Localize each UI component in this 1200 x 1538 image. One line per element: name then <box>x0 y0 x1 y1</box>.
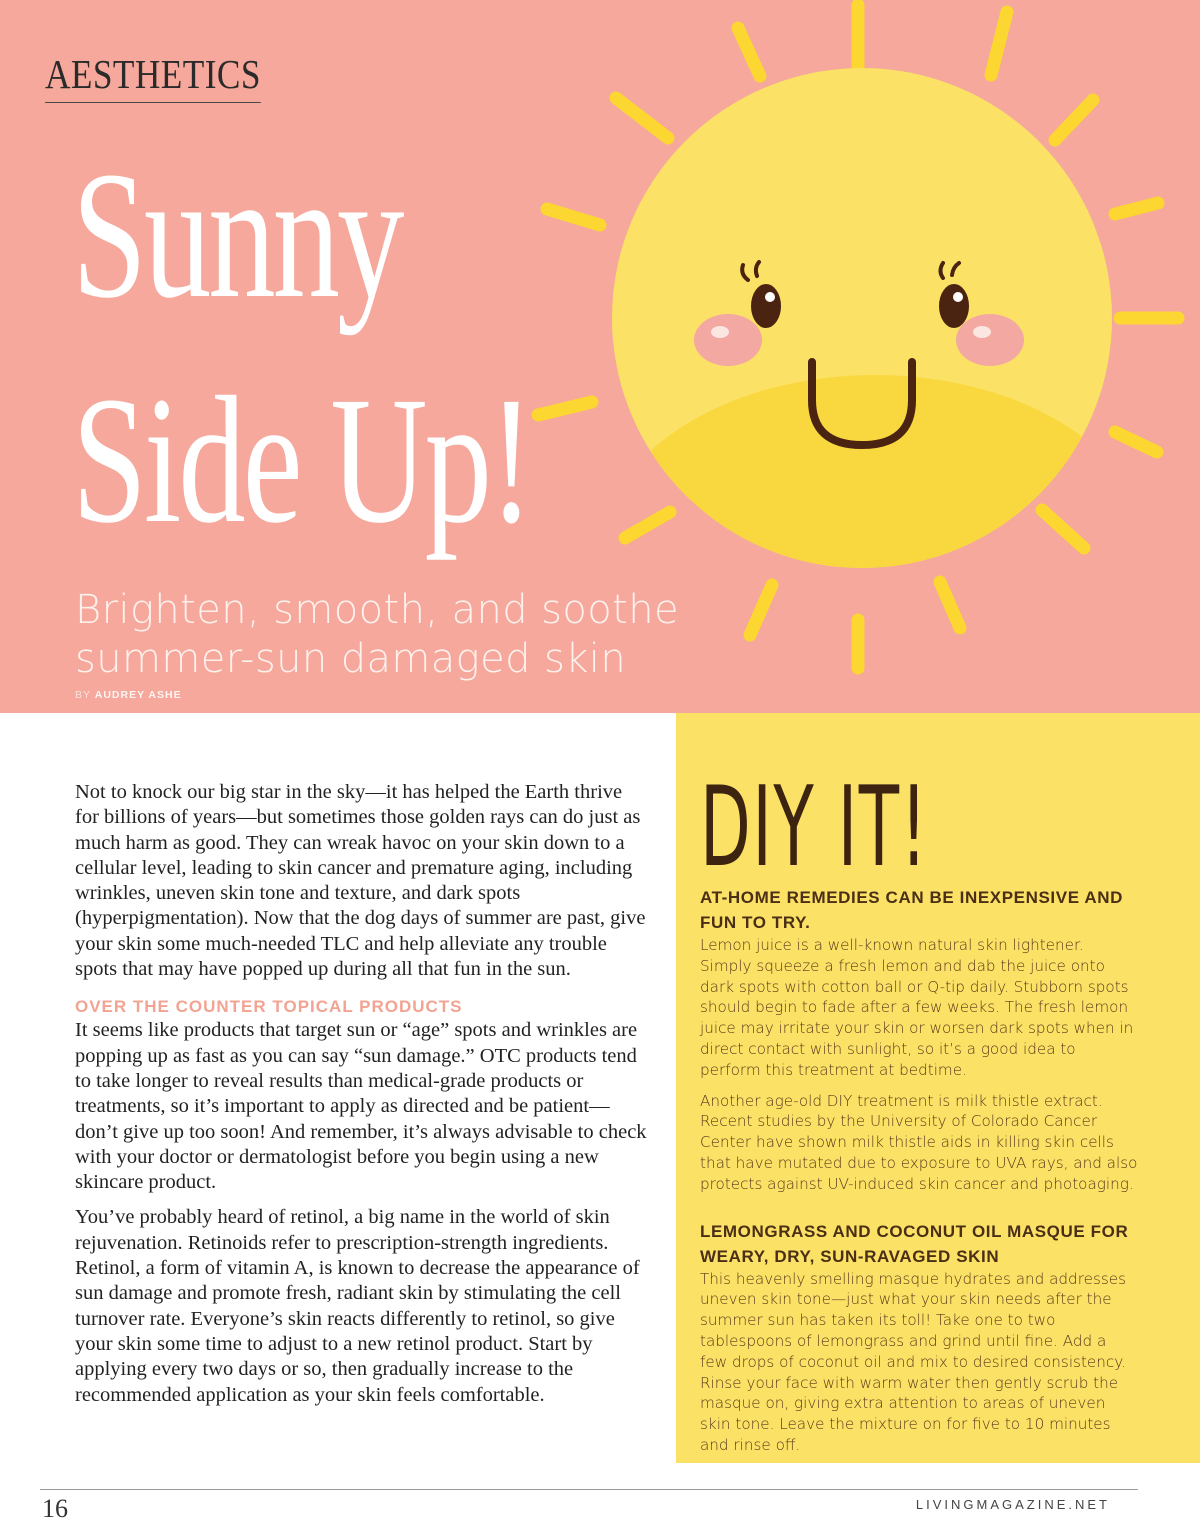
sidebar-text-1: Lemon juice is a well-known natural skin lightener. Simply squeeze a fresh lemon and dab the juice onto dark spots with cotton ball or Q-tip daily. Stubborn spots should begin to fade after a few weeks. The fresh lemon juice may irritate your skin or worsen dark spots when in direct contact with sunlight, so it’s a good idea to perform this treatment at bedtime. <box>700 936 1134 1079</box>
subtitle: Brighten, smooth, and soothe summer-sun damaged skin <box>75 587 679 682</box>
left-cheek <box>694 314 762 366</box>
sidebar-text-3: This heavenly smelling masque hydrates and addresses uneven skin tone—just what your skin needs after the summer sun has taken its toll! Take one to two tablespoons of lemongrass and grind until fine. Add a few drops of coconut oil and mix to desired consistency. Rinse your face with warm water then gently scrub the masque on, giving extra attention to areas of uneven skin tone. Leave the mixture on for five to 10 minutes and rinse off. <box>700 1269 1127 1454</box>
retinol-paragraph: You’ve probably heard of retinol, a big name in the world of skin rejuvenation. Retinoids refer to prescription-strength ingredients. Retinol, a form of vitamin A, is known to decrease the appearance of sun damage and promote fresh, radiant skin by stimulating the cell turnover rate. Everyone’s skin reacts differently to retinol, so give your skin some time to adjust to a new retinol product. Start by applying every two days or so, then gradually increase to the recommended application as your skin feels comfortable. <box>75 1206 640 1406</box>
sidebar-text-2: Another age-old DIY treatment is milk thistle extract. Recent studies by the University of Colorado Cancer Center have shown milk thistle aids in killing skin cells that have mutated due to exposure to UVA rays, and also protects against UV-induced skin cancer and photoaging. <box>700 1091 1138 1193</box>
article-body <box>75 780 650 1418</box>
sidebar-heading-1: AT-HOME REMEDIES CAN BE INEXPENSIVE AND FUN TO TRY. <box>700 888 1123 932</box>
diy-sidebar <box>676 713 1200 1463</box>
byline <box>75 689 182 701</box>
right-eye <box>939 284 969 328</box>
sidebar-title: DIY IT! <box>700 763 929 893</box>
title-line-1: Sunny <box>72 135 402 336</box>
footer-divider <box>40 1489 1138 1490</box>
title-line-2: Side Up! <box>72 360 531 561</box>
left-eye <box>751 284 781 328</box>
byline-prefix: BY <box>75 689 91 701</box>
sidebar-heading-2: LEMONGRASS AND COCONUT OIL MASQUE FOR WEARY, DRY, SUN-RAVAGED SKIN <box>700 1221 1129 1266</box>
otc-heading: OVER THE COUNTER TOPICAL PRODUCTS <box>75 997 463 1017</box>
hero-banner <box>0 0 1200 713</box>
right-cheek <box>956 314 1024 366</box>
section-label: AESTHETICS <box>45 50 261 103</box>
page-number: 16 <box>42 1494 68 1523</box>
footer-website[interactable]: LIVINGMAGAZINE.NET <box>915 1497 1110 1512</box>
intro-paragraph: Not to knock our big star in the sky—it has helped the Earth thrive for billions of years—but sometimes those golden rays can do just as much harm as good. They can wreak havoc on your skin down to a cellular level, leading to skin cancer and premature aging, including wrinkles, uneven skin tone and texture, and dark spots (hyperpigmentation). Now that the dog days of summer are past, give your skin some much-needed TLC and help alleviate any trouble spots that may have popped up during all that fun in the sun. <box>75 781 646 981</box>
byline-author: AUDREY ASHE <box>94 689 182 701</box>
otc-paragraph: It seems like products that target sun or “age” spots and wrinkles are popping up as fast as you can say “sun damage.” OTC products tend to take longer to reveal results than medical-grade products or treatments, so it’s important to apply as directed and be patient—don’t give up too soon! And remember, it’s always advisable to check with your doctor or dermatologist before you begin using a new skincare product. <box>75 1019 647 1194</box>
